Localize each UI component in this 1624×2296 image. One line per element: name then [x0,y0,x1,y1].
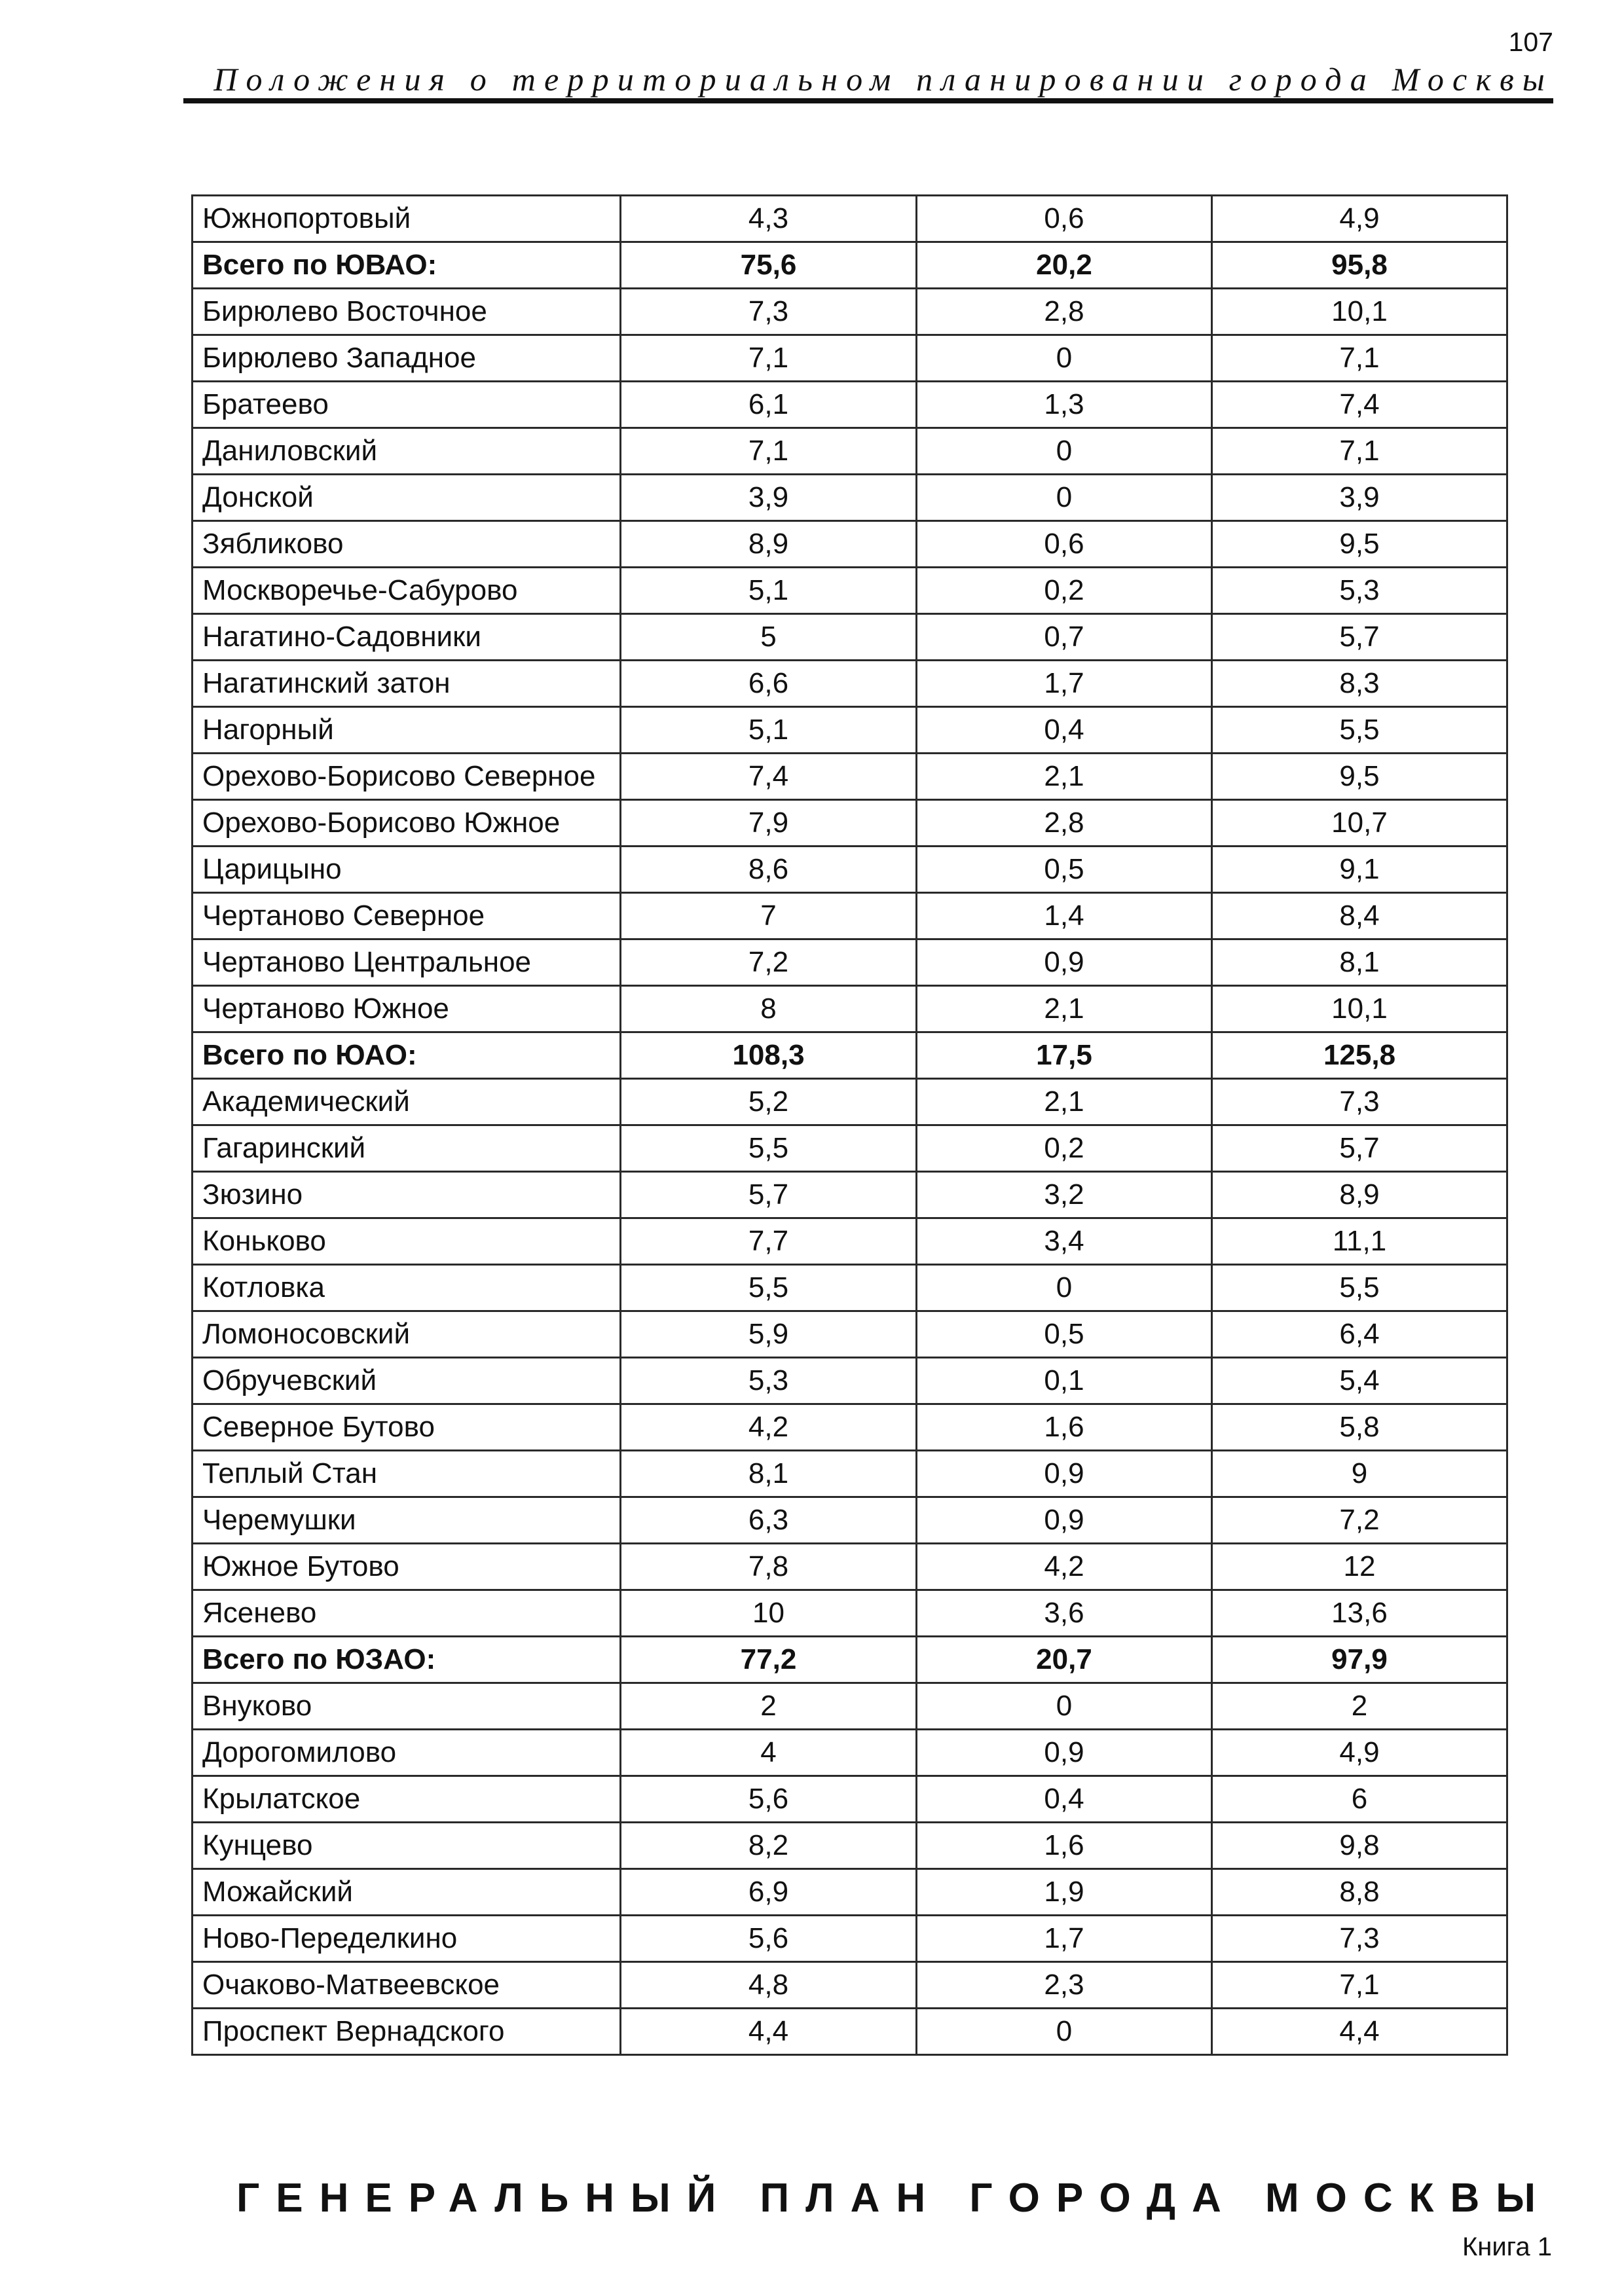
value-cell-col2: 0 [917,1683,1212,1730]
table-row [193,196,1507,242]
value-cell-col1: 4,8 [621,1962,917,2009]
table-total-row [193,242,1507,289]
district-name-cell: Зюзино [193,1172,621,1218]
value-cell-col3: 7,3 [1212,1916,1507,1962]
table-row [193,754,1507,800]
value-cell-col3: 8,1 [1212,939,1507,986]
value-cell-col1: 5,1 [621,568,917,614]
value-cell-col2: 2,3 [917,1962,1212,2009]
value-cell-col3: 12 [1212,1544,1507,1590]
value-cell-col2: 0,9 [917,1497,1212,1544]
district-name-cell: Орехово-Борисово Южное [193,800,621,847]
table-total-row [193,1637,1507,1683]
value-cell-col2: 0,5 [917,847,1212,893]
value-cell-col3: 95,8 [1212,242,1507,289]
value-cell-col2: 3,4 [917,1218,1212,1265]
value-cell-col2: 2,1 [917,754,1212,800]
district-name-cell: Чертаново Центральное [193,939,621,986]
value-cell-col1: 7,3 [621,289,917,335]
district-name-cell: Котловка [193,1265,621,1311]
value-cell-col3: 10,1 [1212,986,1507,1032]
value-cell-col1: 75,6 [621,242,917,289]
value-cell-col2: 2,1 [917,1079,1212,1125]
footer-book-label: Книга 1 [1462,2232,1552,2261]
district-name-cell: Ново-Переделкино [193,1916,621,1962]
district-name-cell: Нагатинский затон [193,661,621,707]
table-row [193,661,1507,707]
district-name-cell: Очаково-Матвеевское [193,1962,621,2009]
value-cell-col1: 7,9 [621,800,917,847]
value-cell-col3: 5,7 [1212,1125,1507,1172]
header-divider [183,98,1553,103]
value-cell-col3: 4,4 [1212,2009,1507,2055]
value-cell-col1: 6,3 [621,1497,917,1544]
table-row [193,1451,1507,1497]
value-cell-col3: 13,6 [1212,1590,1507,1637]
district-name-cell: Бирюлево Восточное [193,289,621,335]
table-row [193,289,1507,335]
district-data-table [191,194,1508,2056]
value-cell-col3: 4,9 [1212,1730,1507,1776]
value-cell-col2: 0,9 [917,1730,1212,1776]
table-row [193,1962,1507,2009]
district-name-cell: Москворечье-Сабурово [193,568,621,614]
value-cell-col2: 1,3 [917,382,1212,428]
value-cell-col2: 0 [917,428,1212,475]
district-name-cell: Всего по ЮВАО: [193,242,621,289]
value-cell-col1: 5,5 [621,1125,917,1172]
value-cell-col3: 5,4 [1212,1358,1507,1404]
district-name-cell: Нагатино-Садовники [193,614,621,661]
table-row [193,428,1507,475]
value-cell-col2: 0,6 [917,521,1212,568]
value-cell-col1: 8,9 [621,521,917,568]
value-cell-col3: 9,5 [1212,754,1507,800]
value-cell-col3: 9 [1212,1451,1507,1497]
table-row [193,1869,1507,1916]
district-name-cell: Орехово-Борисово Северное [193,754,621,800]
value-cell-col2: 20,7 [917,1637,1212,1683]
table-row [193,707,1507,754]
value-cell-col2: 0,4 [917,1776,1212,1823]
district-name-cell: Всего по ЮЗАО: [193,1637,621,1683]
district-name-cell: Проспект Вернадского [193,2009,621,2055]
district-name-cell: Всего по ЮАО: [193,1032,621,1079]
value-cell-col2: 0,9 [917,939,1212,986]
district-name-cell: Северное Бутово [193,1404,621,1451]
value-cell-col2: 0,4 [917,707,1212,754]
table-row [193,986,1507,1032]
value-cell-col2: 4,2 [917,1544,1212,1590]
value-cell-col1: 4 [621,1730,917,1776]
value-cell-col3: 9,8 [1212,1823,1507,1869]
value-cell-col3: 8,4 [1212,893,1507,939]
district-name-cell: Южное Бутово [193,1544,621,1590]
value-cell-col1: 4,2 [621,1404,917,1451]
district-name-cell: Академический [193,1079,621,1125]
district-name-cell: Гагаринский [193,1125,621,1172]
district-name-cell: Обручевский [193,1358,621,1404]
value-cell-col1: 6,1 [621,382,917,428]
table-row [193,1776,1507,1823]
table-row [193,521,1507,568]
value-cell-col3: 9,1 [1212,847,1507,893]
value-cell-col3: 5,7 [1212,614,1507,661]
value-cell-col2: 1,6 [917,1404,1212,1451]
district-name-cell: Нагорный [193,707,621,754]
value-cell-col2: 0,1 [917,1358,1212,1404]
district-name-cell: Чертаново Северное [193,893,621,939]
value-cell-col2: 0,9 [917,1451,1212,1497]
value-cell-col1: 6,6 [621,661,917,707]
value-cell-col2: 1,7 [917,1916,1212,1962]
value-cell-col1: 7,1 [621,428,917,475]
district-name-cell: Зябликово [193,521,621,568]
district-name-cell: Чертаново Южное [193,986,621,1032]
table-row [193,1358,1507,1404]
value-cell-col3: 7,2 [1212,1497,1507,1544]
value-cell-col1: 6,9 [621,1869,917,1916]
value-cell-col2: 1,9 [917,1869,1212,1916]
value-cell-col2: 1,7 [917,661,1212,707]
table-row [193,1265,1507,1311]
value-cell-col3: 7,1 [1212,428,1507,475]
table-row [193,382,1507,428]
district-name-cell: Ясенево [193,1590,621,1637]
district-name-cell: Ломоносовский [193,1311,621,1358]
district-name-cell: Царицыно [193,847,621,893]
value-cell-col3: 5,5 [1212,707,1507,754]
district-name-cell: Крылатское [193,1776,621,1823]
district-name-cell: Теплый Стан [193,1451,621,1497]
value-cell-col3: 7,4 [1212,382,1507,428]
value-cell-col2: 0,7 [917,614,1212,661]
table-row [193,2009,1507,2055]
value-cell-col3: 7,1 [1212,335,1507,382]
value-cell-col1: 5,6 [621,1776,917,1823]
footer-title: ГЕНЕРАЛЬНЫЙ ПЛАН ГОРОДА МОСКВЫ [236,2176,1552,2221]
value-cell-col2: 3,6 [917,1590,1212,1637]
value-cell-col2: 1,6 [917,1823,1212,1869]
value-cell-col1: 5,2 [621,1079,917,1125]
value-cell-col3: 8,9 [1212,1172,1507,1218]
value-cell-col3: 97,9 [1212,1637,1507,1683]
table-row [193,1916,1507,1962]
value-cell-col2: 2,8 [917,800,1212,847]
value-cell-col1: 8,1 [621,1451,917,1497]
table-body [193,196,1507,2055]
value-cell-col1: 5,1 [621,707,917,754]
value-cell-col2: 3,2 [917,1172,1212,1218]
district-name-cell: Можайский [193,1869,621,1916]
table-row [193,1823,1507,1869]
value-cell-col3: 7,1 [1212,1962,1507,2009]
district-name-cell: Внуково [193,1683,621,1730]
district-name-cell: Южнопортовый [193,196,621,242]
district-name-cell: Черемушки [193,1497,621,1544]
value-cell-col1: 7,7 [621,1218,917,1265]
value-cell-col3: 5,8 [1212,1404,1507,1451]
value-cell-col1: 5,3 [621,1358,917,1404]
value-cell-col3: 9,5 [1212,521,1507,568]
district-name-cell: Братеево [193,382,621,428]
value-cell-col2: 2,1 [917,986,1212,1032]
value-cell-col3: 2 [1212,1683,1507,1730]
value-cell-col3: 5,5 [1212,1265,1507,1311]
value-cell-col3: 7,3 [1212,1079,1507,1125]
value-cell-col3: 6,4 [1212,1311,1507,1358]
value-cell-col2: 0,2 [917,1125,1212,1172]
value-cell-col2: 17,5 [917,1032,1212,1079]
table-row [193,800,1507,847]
value-cell-col3: 11,1 [1212,1218,1507,1265]
table-row [193,1172,1507,1218]
district-name-cell: Донской [193,475,621,521]
table-row [193,939,1507,986]
value-cell-col3: 5,3 [1212,568,1507,614]
district-name-cell: Дорогомилово [193,1730,621,1776]
table-row [193,1079,1507,1125]
table-total-row [193,1032,1507,1079]
value-cell-col1: 7 [621,893,917,939]
value-cell-col2: 2,8 [917,289,1212,335]
table-row [193,847,1507,893]
value-cell-col2: 1,4 [917,893,1212,939]
value-cell-col1: 5,9 [621,1311,917,1358]
table-row [193,1497,1507,1544]
district-name-cell: Коньково [193,1218,621,1265]
table-row [193,1683,1507,1730]
district-name-cell: Кунцево [193,1823,621,1869]
value-cell-col1: 5 [621,614,917,661]
value-cell-col3: 8,8 [1212,1869,1507,1916]
value-cell-col1: 108,3 [621,1032,917,1079]
value-cell-col1: 2 [621,1683,917,1730]
table-row [193,568,1507,614]
value-cell-col3: 6 [1212,1776,1507,1823]
value-cell-col3: 8,3 [1212,661,1507,707]
value-cell-col1: 8 [621,986,917,1032]
value-cell-col1: 4,4 [621,2009,917,2055]
table-row [193,335,1507,382]
value-cell-col1: 5,7 [621,1172,917,1218]
table-row [193,893,1507,939]
value-cell-col1: 8,6 [621,847,917,893]
district-name-cell: Бирюлево Западное [193,335,621,382]
value-cell-col1: 5,6 [621,1916,917,1962]
table-row [193,475,1507,521]
table-row [193,1730,1507,1776]
page-header-title: Положения о территориальном планировании города Москвы [213,61,1553,98]
value-cell-col2: 0,2 [917,568,1212,614]
value-cell-col1: 10 [621,1590,917,1637]
value-cell-col2: 0 [917,1265,1212,1311]
district-name-cell: Даниловский [193,428,621,475]
value-cell-col1: 7,1 [621,335,917,382]
value-cell-col3: 125,8 [1212,1032,1507,1079]
value-cell-col2: 0,5 [917,1311,1212,1358]
value-cell-col2: 20,2 [917,242,1212,289]
table-row [193,1590,1507,1637]
table-row [193,1218,1507,1265]
value-cell-col3: 4,9 [1212,196,1507,242]
value-cell-col1: 7,4 [621,754,917,800]
value-cell-col1: 3,9 [621,475,917,521]
value-cell-col1: 4,3 [621,196,917,242]
value-cell-col3: 10,1 [1212,289,1507,335]
value-cell-col3: 10,7 [1212,800,1507,847]
value-cell-col1: 5,5 [621,1265,917,1311]
value-cell-col1: 7,2 [621,939,917,986]
table-row [193,1544,1507,1590]
value-cell-col1: 77,2 [621,1637,917,1683]
value-cell-col2: 0 [917,2009,1212,2055]
value-cell-col1: 8,2 [621,1823,917,1869]
table-row [193,1311,1507,1358]
value-cell-col2: 0 [917,475,1212,521]
value-cell-col2: 0,6 [917,196,1212,242]
table-row [193,1125,1507,1172]
table-row [193,614,1507,661]
value-cell-col3: 3,9 [1212,475,1507,521]
value-cell-col2: 0 [917,335,1212,382]
value-cell-col1: 7,8 [621,1544,917,1590]
table-row [193,1404,1507,1451]
page-number: 107 [1508,27,1553,57]
